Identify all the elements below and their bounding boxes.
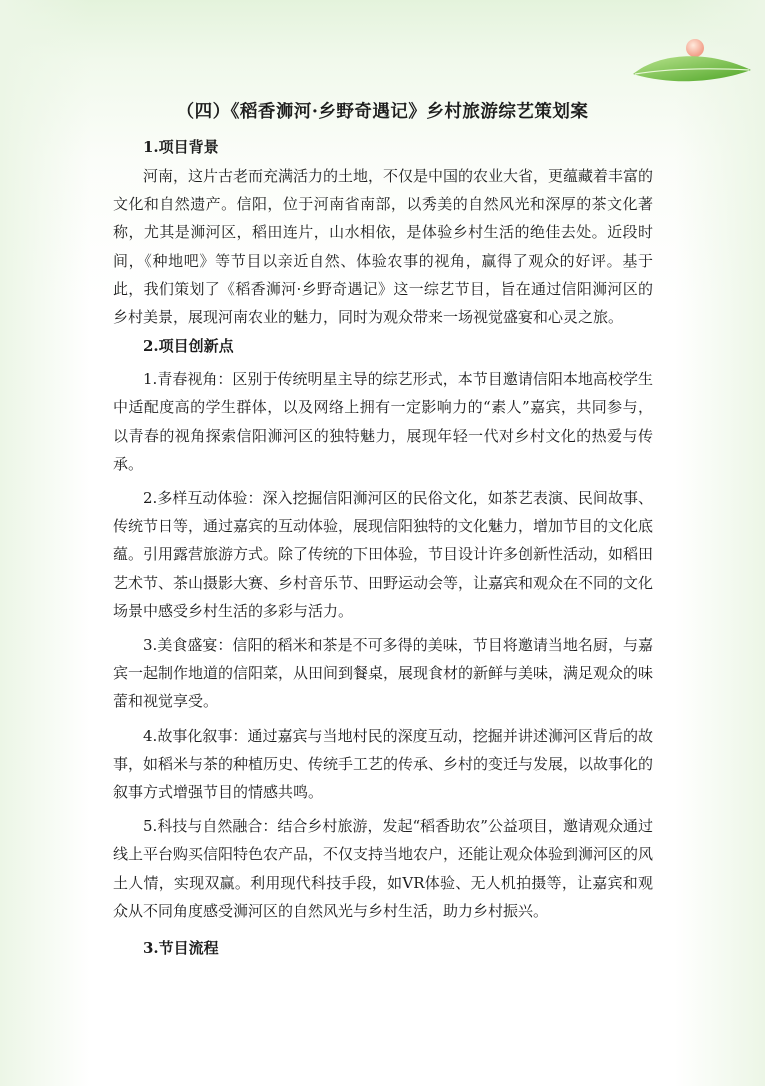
paragraph-innovation-2: 2.多样互动体验：深入挖掘信阳浉河区的民俗文化，如茶艺表演、民间故事、传统节日等，通过嘉宾的互动体验，展现信阳独特的文化魅力，增加节目的文化底蕴。引用露营旅游方式。除了传统的下田体验，节目设计许多创新性活动，如稻田艺术节、茶山摄影大赛、乡村音乐节、田野运动会等，让嘉宾和观众在不同的文化场景中感受乡村生活的多彩与活力。 [113,489,654,620]
document-body [113,134,653,961]
paragraph-innovation-3: 3.美食盛宴：信阳的稻米和茶是不可多得的美味，节目将邀请当地名厨，与嘉宾一起制作地道的信阳菜，从田间到餐桌，展现食材的新鲜与美味，满足观众的味蕾和视觉享受。 [113,636,654,711]
paragraph-background: 河南，这片古老而充满活力的土地，不仅是中国的农业大省，更蕴藏着丰富的文化和自然遗产。信阳，位于河南省南部，以秀美的自然风光和深厚的茶文化著称，尤其是浉河区，稻田连片，山水相依，是体验乡村生活的绝佳去处。近段时间，《种地吧》等节目以亲近自然、体验农事的视角，赢得了观众的好评。基于此，我们策划了《稻香浉河·乡野奇遇记》这一综艺节目，旨在通过信阳浉河区的乡村美景，展现河南农业的魅力，同时为观众带来一场视觉盛宴和心灵之旅。 [113,167,654,327]
paragraph-innovation-1: 1.青春视角：区别于传统明星主导的综艺形式，本节目邀请信阳本地高校学生中适配度高的学生群体，以及网络上拥有一定影响力的“素人”嘉宾，共同参与，以青春的视角探索信阳浉河区的独特魅力，展现年轻一代对乡村文化的热爱与传承。 [113,370,653,473]
section-heading-innovation: 2.项目创新点 [143,337,234,356]
page-title: （四）《稻香浉河·乡野奇遇记》乡村旅游综艺策划案 [176,102,589,122]
section-heading-background: 1.项目背景 [143,138,219,156]
paragraph-innovation-4: 4.故事化叙事：通过嘉宾与当地村民的深度互动，挖掘并讲述浉河区背后的故事，如稻米与茶的种植历史、传统手工艺的传承、乡村的变迁与发展，以故事化的叙事方式增强节目的情感共鸣。 [113,726,654,802]
section-heading-flow: 3.节目流程 [143,939,219,958]
paragraph-innovation-5: 5.科技与自然融合：结合乡村旅游，发起“稻香助农”公益项目，邀请观众通过线上平台购买信阳特色农产品，不仅支持当地农户，还能让观众体验到浉河区的风土人情，实现双赢。利用现代科技手段，如VR体验、无人机拍摄等，让嘉宾和观众从不同角度感受浉河区的自然风光与乡村生活，助力乡村振兴。 [113,817,654,920]
